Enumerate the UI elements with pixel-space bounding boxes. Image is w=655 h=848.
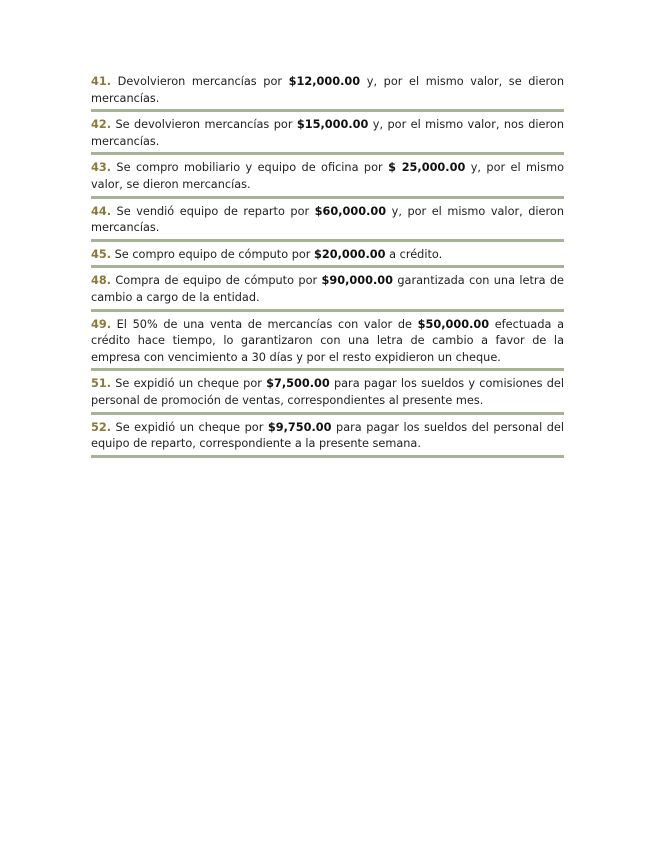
item-text: Se compro equipo de cómputo por	[111, 247, 315, 261]
item-amount: $12,000.00	[288, 75, 361, 88]
exercise-item	[91, 160, 564, 198]
item-text: Compra de equipo de cómputo por	[111, 274, 322, 288]
item-number: 41.	[91, 75, 112, 88]
exercise-item	[91, 74, 564, 112]
item-number: 45.	[91, 247, 112, 261]
item-text: para pagar los sueldos del personal del equipo de reparto, correspondiente a la presente semana.	[91, 420, 564, 451]
item-amount: $50,000.00	[417, 317, 490, 331]
item-text: Se devolvieron mercancías por	[111, 118, 297, 132]
item-text: El 50% de una venta de mercancías con valor de	[111, 317, 418, 331]
item-text: Se compro mobiliario y equipo de oficina por	[111, 161, 389, 175]
item-amount: $ 25,000.00	[388, 161, 466, 175]
item-text: efectuada a crédito hace tiempo, lo garantizaron con una letra de cambio a favor de la empresa con vencimiento a 30 días y por el resto expidieron un cheque.	[91, 317, 564, 364]
item-text: y, por el mismo valor, se dieron mercancías.	[91, 161, 564, 191]
item-text: Se vendió equipo de reparto por	[111, 204, 315, 218]
item-number: 48.	[91, 274, 112, 288]
item-text: Devolvieron mercancías por	[111, 75, 289, 88]
item-text: y, por el mismo valor, dieron mercancías.	[91, 204, 564, 235]
exercise-item	[91, 204, 564, 242]
exercise-list	[91, 74, 564, 463]
item-text: y, por el mismo valor, nos dieron mercancías.	[91, 118, 564, 148]
item-number: 43.	[91, 161, 112, 175]
item-amount: $90,000.00	[321, 274, 393, 288]
item-amount: $60,000.00	[314, 204, 387, 218]
exercise-item	[91, 420, 564, 458]
item-text: garantizada con una letra de cambio a cargo de la entidad.	[91, 274, 564, 304]
item-amount: $15,000.00	[296, 118, 369, 132]
exercise-item	[91, 317, 564, 372]
item-number: 51.	[91, 377, 112, 391]
item-amount: $9,750.00	[267, 420, 332, 434]
item-amount: $20,000.00	[314, 247, 386, 261]
exercise-item	[91, 376, 564, 414]
item-text: a crédito.	[385, 247, 443, 261]
item-number: 44.	[91, 204, 112, 218]
exercise-item	[91, 247, 564, 269]
item-text: para pagar los sueldos y comisiones del personal de promoción de ventas, correspondientes al presente mes.	[91, 377, 564, 407]
exercise-item	[91, 273, 564, 311]
item-text: Se expidió un cheque por	[111, 377, 267, 391]
item-number: 49.	[91, 317, 112, 331]
item-text: y, por el mismo valor, se dieron mercancías.	[91, 75, 564, 105]
item-amount: $7,500.00	[266, 377, 330, 391]
exercise-item	[91, 117, 564, 155]
item-number: 52.	[91, 420, 112, 434]
item-text: Se expidió un cheque por	[111, 420, 268, 434]
item-number: 42.	[91, 118, 112, 132]
